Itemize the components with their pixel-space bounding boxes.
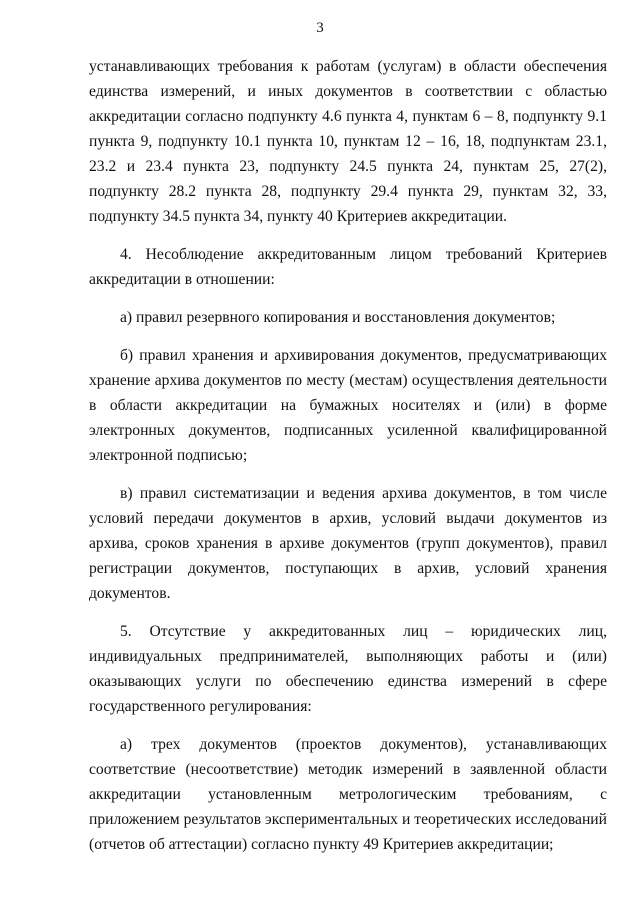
paragraph-item-4a: а) правил резервного копирования и восстановления документов; <box>120 309 556 326</box>
page-number: 3 <box>316 20 324 36</box>
paragraph-item-4b: б) правил хранения и архивирования документов, предусматривающих хранение архива документов по месту (местам) осуществления деятельности в области аккредитации на бумажных носителях и (или) в форме электронных документов, подписанных усиленной квалифицированной электронной подписью; <box>89 347 607 464</box>
paragraph-item-5a: а) трех документов (проектов документов), устанавливающих соответствие (несоответствие) методик измерений в заявленной области аккредитации установленным метрологическим требованиям, с приложением результатов экспериментальных и теоретических исследований (отчетов об аттестации) согласно пункту 49 Критериев аккредитации; <box>89 736 607 853</box>
paragraph-item-4v: в) правил систематизации и ведения архива документов, в том числе условий передачи документов в архив, условий выдачи документов из архива, сроков хранения в архиве документов (групп документов), правил регистрации документов, поступающих в архив, условий хранения документов. <box>89 485 607 602</box>
paragraph-continuation: устанавливающих требования к работам (услугам) в области обеспечения единства измерений, и иных документов в соответствии с областью аккредитации согласно подпункту 4.6 пункта 4, пунктам 6 – 8, подпункту 9.1 пункта 9, подпункту 10.1 пункта 10, пунктам 12 – 16, 18, подпунктам 23.1, 23.2 и 23.4 пункта 23, подпункту 24.5 пункта 24, пунктам 25, 27(2), подпункту 28.2 пункта 28, подпункту 29.4 пункта 29, пунктам 32, 33, подпункту 34.5 пункта 34, пункту 40 Критериев аккредитации. <box>89 58 607 225</box>
paragraph-item-4: 4. Несоблюдение аккредитованным лицом требований Критериев аккредитации в отношении: <box>89 246 607 288</box>
paragraph-item-5: 5. Отсутствие у аккредитованных лиц – юридических лиц, индивидуальных предпринимателей, выполняющих работы и (или) оказывающих услуги по обеспечению единства измерений в сфере государственного регулирования: <box>89 623 607 715</box>
document-body <box>89 54 607 857</box>
